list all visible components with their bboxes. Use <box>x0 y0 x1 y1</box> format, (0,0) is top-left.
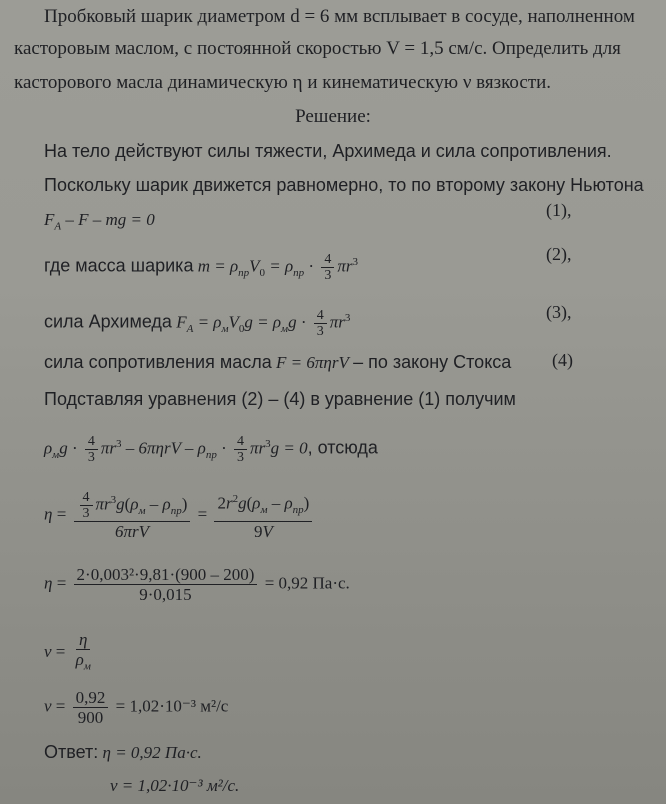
eq-number-3: (3), <box>546 302 572 322</box>
forces-text: На тело действуют силы тяжести, Архимеда и сила сопротивления. <box>44 141 612 161</box>
equation-newton: $F_A$ – F – mg = 0 <box>44 210 155 233</box>
fraction-4-3: $\frac{4}{3}$ <box>314 308 327 339</box>
substitute-text: Подставляя уравнения (2) – (4) в уравнение (1) получим <box>44 389 516 409</box>
answer-eta-line <box>44 742 202 763</box>
equation-eta-formula: η = $\frac{4}{3}$ $\pi r^3g(\rho_м - \rho_{пр})$ 6πrV = $2r^2g(\rho_м - \rho_{пр})$ 9V <box>44 490 315 541</box>
force-symbol: F <box>44 210 55 229</box>
equation-stokes <box>44 352 511 373</box>
archimedes-lead: сила Архимеда <box>44 311 172 332</box>
equation-archimedes: сила Архимеда $F_A = \rho_мV_0g = \rho_мg$ · $\frac{4}{3}$ $\pi r^3$ <box>44 308 351 340</box>
answer-eta: η = 0,92 Па·с. <box>102 743 202 762</box>
eta-fraction-left: $\frac{4}{3}$ $\pi r^3g(\rho_м - \rho_{пр})$ 6πrV <box>74 490 191 541</box>
stokes-lead: сила сопротивления масла <box>44 352 272 372</box>
eta-fraction-right: $2r^2g(\rho_м - \rho_{пр})$ 9V <box>214 490 312 540</box>
equation-nu-formula: ν = η $\rho_м$ <box>44 630 91 673</box>
answer-nu-line <box>110 776 239 796</box>
equation-nu-value: ν = $\frac{0,92}{900}$ = 1,02·10⁻³ м²/с <box>44 688 229 727</box>
newton-text: Поскольку шарик движется равномерно, то по второму закону Ньютона <box>44 175 644 195</box>
newton-rest: – F – mg = 0 <box>61 210 155 229</box>
eta-result: = 0,92 Па·с. <box>264 573 350 593</box>
hence-text: , отсюда <box>307 437 378 458</box>
eta-numeric-fraction: $\frac{\text{2·0,003²·9,81·(900 – 200)}}{9\cdot 0,015}$ <box>74 565 258 604</box>
nu-result: = 1,02·10⁻³ м²/с <box>115 696 229 716</box>
stokes-tail: – по закону Стокса <box>353 352 512 372</box>
answer-nu: ν = 1,02·10⁻³ м²/с. <box>110 776 240 795</box>
eq-number-2: (2), <box>546 244 572 264</box>
eq-number-1: (1), <box>546 200 572 220</box>
stokes-formula: F = 6πηrV <box>276 353 349 372</box>
problem-line-1: Пробковый шарик диаметром d = 6 мм всплывает в сосуде, наполненном <box>44 6 635 27</box>
mass-lead: где масса шарика <box>44 255 194 276</box>
problem-line-2: касторовым маслом, с постоянной скоростью V = 1,5 см/с. Определить для <box>14 38 621 59</box>
answer-label: Ответ: <box>44 742 99 762</box>
equation-balance: $\rho_мg$ · $\frac{4}{3}$ $\pi r^3 - 6\pi\eta rV - \rho_{пр}$ · $\frac{4}{3}$ $\pi r^3g = 0$, отсюда <box>44 434 378 466</box>
equation-mass: где масса шарика $m = \rho_{пр}V_0 = \rho_{пр}$ · $\frac{4}{3}$ $\pi r^3$ <box>44 252 358 284</box>
solution-title: Решение: <box>295 106 371 127</box>
equation-eta-value: η = $\frac{\text{2·0,003²·9,81·(900 – 200)}}{9\cdot 0,015}$ = 0,92 Па·с. <box>44 565 350 604</box>
fraction-4-3: $\frac{4}{3}$ <box>321 252 334 283</box>
nu-numeric-fraction: $\frac{0,92}{900}$ <box>73 688 109 727</box>
eq-number-4: (4) <box>552 350 573 370</box>
problem-line-3: касторового масла динамическую η и кинематическую ν вязкости. <box>14 72 552 93</box>
